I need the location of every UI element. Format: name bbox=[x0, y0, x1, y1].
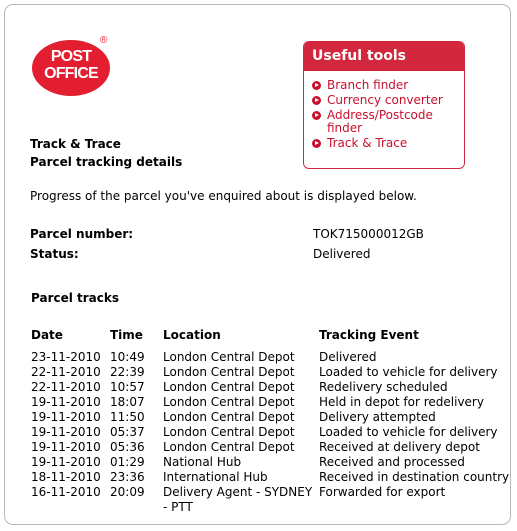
status-value: Delivered bbox=[313, 247, 371, 261]
parcel-tracks-title: Parcel tracks bbox=[31, 291, 120, 305]
track-location: London Central Depot bbox=[163, 395, 295, 409]
useful-tools-panel bbox=[303, 41, 465, 169]
track-time: 10:49 bbox=[110, 350, 145, 364]
track-event: Delivery attempted bbox=[319, 410, 436, 424]
track-event: Loaded to vehicle for delivery bbox=[319, 425, 498, 439]
track-location: London Central Depot bbox=[163, 410, 295, 424]
track-location: International Hub bbox=[163, 470, 268, 484]
track-event: Delivered bbox=[319, 350, 377, 364]
track-date: 22-11-2010 bbox=[31, 365, 101, 379]
tool-link-branch-finder[interactable] bbox=[312, 79, 457, 92]
track-time: 18:07 bbox=[110, 395, 145, 409]
table-row bbox=[0, 350, 517, 365]
track-location: National Hub bbox=[163, 455, 242, 469]
arrow-bullet-icon bbox=[312, 111, 321, 120]
column-header-tracking-event: Tracking Event bbox=[319, 328, 419, 342]
table-row bbox=[0, 410, 517, 425]
track-event: Loaded to vehicle for delivery bbox=[319, 365, 498, 379]
track-time: 20:09 bbox=[110, 485, 145, 499]
parcel-number-label: Parcel number: bbox=[30, 227, 134, 241]
track-time: 11:50 bbox=[110, 410, 145, 424]
track-location: London Central Depot bbox=[163, 350, 295, 364]
track-event: Received in destination country bbox=[319, 470, 510, 484]
useful-tools-list bbox=[304, 71, 464, 150]
track-time: 22:39 bbox=[110, 365, 145, 379]
page-subtitle: Parcel tracking details bbox=[30, 155, 183, 169]
page-title: Track & Trace bbox=[30, 137, 121, 151]
post-office-logo[interactable] bbox=[32, 35, 114, 98]
column-header-time: Time bbox=[110, 328, 143, 342]
track-location: London Central Depot bbox=[163, 425, 295, 439]
track-location: London Central Depot bbox=[163, 380, 295, 394]
logo-registered-mark: ® bbox=[100, 35, 108, 46]
logo-text bbox=[32, 48, 110, 82]
tool-link-label: Track & Trace bbox=[327, 136, 408, 150]
track-date: 23-11-2010 bbox=[31, 350, 101, 364]
tool-link-currency-converter[interactable] bbox=[312, 94, 457, 107]
table-row bbox=[0, 470, 517, 485]
arrow-bullet-icon bbox=[312, 139, 321, 148]
intro-text: Progress of the parcel you've enquired about is displayed below. bbox=[30, 189, 417, 203]
logo-line-1: POST bbox=[50, 48, 92, 65]
table-row bbox=[0, 365, 517, 380]
track-date: 19-11-2010 bbox=[31, 455, 101, 469]
tool-link-address-postcode-finder[interactable] bbox=[312, 109, 457, 135]
track-time: 05:36 bbox=[110, 440, 145, 454]
tool-link-label: Branch finder bbox=[327, 78, 409, 92]
track-event: Held in depot for redelivery bbox=[319, 395, 484, 409]
track-event: Forwarded for export bbox=[319, 485, 446, 499]
arrow-bullet-icon bbox=[312, 81, 321, 90]
track-date: 19-11-2010 bbox=[31, 425, 101, 439]
track-location: Delivery Agent - SYDNEY - PTT bbox=[163, 485, 313, 514]
tool-link-track-trace[interactable] bbox=[312, 137, 457, 150]
track-time: 01:29 bbox=[110, 455, 145, 469]
track-date: 16-11-2010 bbox=[31, 485, 101, 499]
track-event: Received at delivery depot bbox=[319, 440, 480, 454]
column-header-date: Date bbox=[31, 328, 63, 342]
track-time: 23:36 bbox=[110, 470, 145, 484]
track-date: 19-11-2010 bbox=[31, 410, 101, 424]
table-row bbox=[0, 485, 517, 514]
track-location: London Central Depot bbox=[163, 365, 295, 379]
table-row bbox=[0, 455, 517, 470]
column-header-location: Location bbox=[163, 328, 221, 342]
track-event: Received and processed bbox=[319, 455, 465, 469]
arrow-bullet-icon bbox=[312, 96, 321, 105]
track-date: 19-11-2010 bbox=[31, 395, 101, 409]
track-time: 05:37 bbox=[110, 425, 145, 439]
track-location: London Central Depot bbox=[163, 440, 295, 454]
tool-link-label: Currency converter bbox=[327, 93, 443, 107]
logo-line-2: OFFICE bbox=[44, 65, 98, 82]
useful-tools-title: Useful tools bbox=[304, 42, 464, 71]
table-row bbox=[0, 440, 517, 455]
parcel-number-value: TOK715000012GB bbox=[313, 227, 424, 241]
status-label: Status: bbox=[30, 247, 79, 261]
track-date: 19-11-2010 bbox=[31, 440, 101, 454]
table-row bbox=[0, 425, 517, 440]
tool-link-label: Address/Postcode finder bbox=[327, 108, 433, 135]
track-date: 18-11-2010 bbox=[31, 470, 101, 484]
track-date: 22-11-2010 bbox=[31, 380, 101, 394]
table-row bbox=[0, 395, 517, 410]
track-time: 10:57 bbox=[110, 380, 145, 394]
table-row bbox=[0, 380, 517, 395]
track-event: Redelivery scheduled bbox=[319, 380, 448, 394]
